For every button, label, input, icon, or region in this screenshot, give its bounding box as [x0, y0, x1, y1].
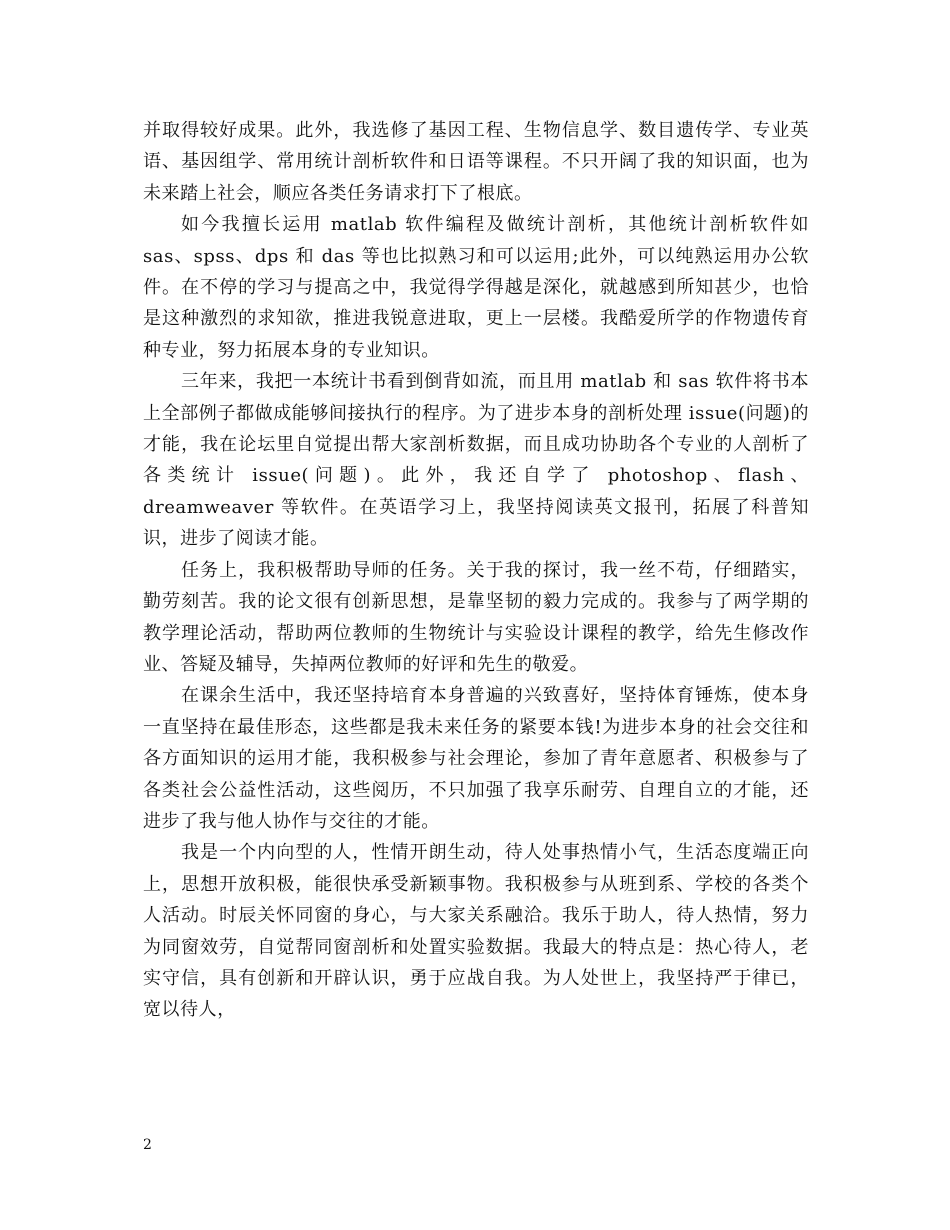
paragraph: 在课余生活中，我还坚持培育本身普遍的兴致喜好，坚持体育锤炼，使本身一直坚持在最佳形态，这些都是我未来任务的紧要本钱!为进步本身的社会交往和各方面知识的运用才能，我积极参与社会理论，参加了青年意愿者、积极参与了各类社会公益性活动，这些阅历，不只加强了我享乐耐劳、自理自立的才能，还进步了我与他人协作与交往的才能。: [143, 685, 809, 832]
paragraph: 三年来，我把一本统计书看到倒背如流，而且用 matlab 和 sas 软件将书本上全部例子都做成能够间接执行的程序。为了进步本身的剖析处理 issue(问题)的才能，我在论坛里自觉提出帮大家剖析数据，而且成功协助各个专业的人剖析了各类统计 issue(问题)。此外，我还自学了 photoshop、flash、dreamweaver 等软件。在英语学习上，我坚持阅读英文报刊，拓展了科普知识，进步了阅读才能。: [143, 371, 809, 550]
paragraph: 我是一个内向型的人，性情开朗生动，待人处事热情小气，生活态度端正向上，思想开放积极，能很快承受新颖事物。我积极参与从班到系、学校的各类个人活动。时辰关怀同窗的身心，与大家关系融洽。我乐于助人，待人热情，努力为同窗效劳，自觉帮同窗剖析和处置实验数据。我最大的特点是：热心待人，老实守信，具有创新和开辟认识，勇于应战自我。为人处世上，我坚持严于律已，宽以待人，: [143, 842, 809, 1021]
paragraph: 如今我擅长运用 matlab 软件编程及做统计剖析，其他统计剖析软件如 sas、spss、dps 和 das 等也比拟熟习和可以运用;此外，可以纯熟运用办公软件。在不停的学习与提高之中，我觉得学得越是深化，就越感到所知甚少，也恰是这种激烈的求知欲，推进我锐意进取，更上一层楼。我酷爱所学的作物遗传育种专业，努力拓展本身的专业知识。: [143, 214, 809, 361]
paragraph: 任务上，我积极帮助导师的任务。关于我的探讨，我一丝不苟，仔细踏实，勤劳刻苦。我的论文很有创新思想，是靠坚韧的毅力完成的。我参与了两学期的教学理论活动，帮助两位教师的生物统计与实验设计课程的教学，给先生修改作业、答疑及辅导，失掉两位教师的好评和先生的敬爱。: [143, 559, 809, 675]
paragraph: 并取得较好成果。此外，我选修了基因工程、生物信息学、数目遗传学、专业英语、基因组学、常用统计剖析软件和日语等课程。不只开阔了我的知识面，也为未来踏上社会，顺应各类任务请求打下了根底。: [143, 120, 809, 204]
document-body: [143, 115, 809, 1026]
page-number: 2: [143, 1137, 152, 1153]
